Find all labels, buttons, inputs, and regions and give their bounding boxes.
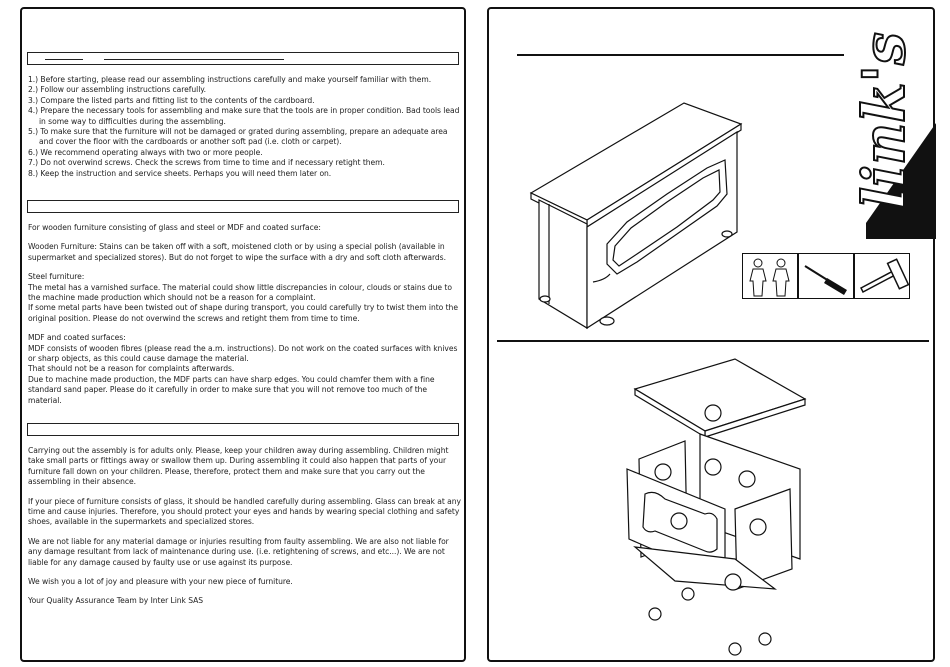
care-instructions xyxy=(28,223,462,406)
section-header-assembly xyxy=(27,52,459,65)
instructions-panel xyxy=(20,7,466,662)
section-divider xyxy=(497,340,929,342)
list-item: 8.) Keep the instruction and service sheets. Perhaps you will need them later on. xyxy=(28,168,332,178)
tools-row xyxy=(742,253,910,299)
list-item: 5.) To make sure that the furniture will not be damaged or grated during assembling, prepare an adequate area and cover the floor with the cardboards or another soft pad (i.e. cloth or carpet). xyxy=(28,127,448,147)
care-intro: For wooden furniture consisting of glass and steel or MDF and coated surface: xyxy=(28,223,321,232)
list-item: 2.) Follow our assembling instructions carefully. xyxy=(28,85,206,95)
list-item: 6.) We recommend operating always with two or more people. xyxy=(28,147,263,157)
list-item: 3.) Compare the listed parts and fitting list to the contents of the cardboard. xyxy=(28,95,315,105)
brand-logo xyxy=(850,13,936,239)
assembly-rules-list xyxy=(28,75,462,179)
safety-notes xyxy=(28,446,462,607)
care-steel-text: If some metal parts have been twisted out of shape during transport, you could carefully try to twist them into the original position. Please do not overwind the screws and retight them from time to time. xyxy=(28,303,458,323)
care-mdf-text: That should not be a reason for complaints afterwards. xyxy=(28,364,235,374)
liability-paragraph: We are not liable for any material damage or injuries resulting from faulty assembling. We are also not liable for any damage resultant from lack of maintenance during use. (i.e. retightening of screws, and etc...). We are not liable for any damage caused by faulty use or use against its purpose. xyxy=(28,536,449,567)
care-mdf-title: MDF and coated surfaces: xyxy=(28,333,126,343)
list-item: 1.) Before starting, please read our assembling instructions carefully and make yourself familiar with them. xyxy=(28,75,432,84)
screwdriver-icon xyxy=(798,253,854,299)
illustration-panel xyxy=(487,7,935,662)
safety-paragraph: Carrying out the assembly is for adults only. Please, keep your children away during assembling. Children might take small parts or fittings away or swallow them up. During assembling it could also happen that parts of your furniture fall down on your children. Please, therefore, protect them and make sure that you carry out the assembling in their absence. xyxy=(28,446,449,487)
section-header-care xyxy=(27,200,459,213)
care-steel-text: The metal has a varnished surface. The material could show little discrepancies in colour, clouds or stains due to the machine made production which should not be a reason for a complaint. xyxy=(28,282,452,303)
assembled-chest-illustration xyxy=(527,94,767,329)
care-steel-title: Steel furniture: xyxy=(28,272,85,282)
care-mdf-text: MDF consists of wooden fibres (please read the a.m. instructions). Do not work on the coated surfaces with knives or sharp objects, as this could cause damage the material. xyxy=(28,343,458,364)
wishes-paragraph: We wish you a lot of joy and pleasure with your new piece of furniture. xyxy=(28,577,293,587)
hammer-icon xyxy=(854,253,910,299)
title-line xyxy=(517,54,844,56)
brand-text: link's xyxy=(850,32,918,209)
care-wooden: Wooden Furniture: Stains can be taken off with a soft, moistened cloth or by using a special polish (available in supermarket and specialized stores). But do not forget to wipe the surface with a dry and soft cloth afterwards. xyxy=(28,242,446,262)
list-item: 4.) Prepare the necessary tools for assembling and make sure that the tools are in proper condition. Bad tools lead in some way to difficulties during the assembling. xyxy=(28,106,460,126)
section-header-safety xyxy=(27,423,459,436)
care-mdf-text: Due to machine made production, the MDF parts can have sharp edges. You could chamfer them with a fine standard sand paper. Please do it carefully in order to make sure that you will not remove too much of the material. xyxy=(28,374,435,405)
safety-paragraph: If your piece of furniture consists of glass, it should be handled carefully during assembling. Glass can break at any time and cause injuries. Therefore, you should protect your eyes and hands by wearing special clothing and safety shoes, available in the supermarkets and specialized stores. xyxy=(28,496,461,527)
exploded-view-illustration xyxy=(625,349,825,659)
list-item: 7.) Do not overwind screws. Check the screws from time to time and if necessary retight them. xyxy=(28,158,385,168)
signature-line: Your Quality Assurance Team by Inter Link SAS xyxy=(28,596,204,606)
two-people-icon xyxy=(742,253,798,299)
